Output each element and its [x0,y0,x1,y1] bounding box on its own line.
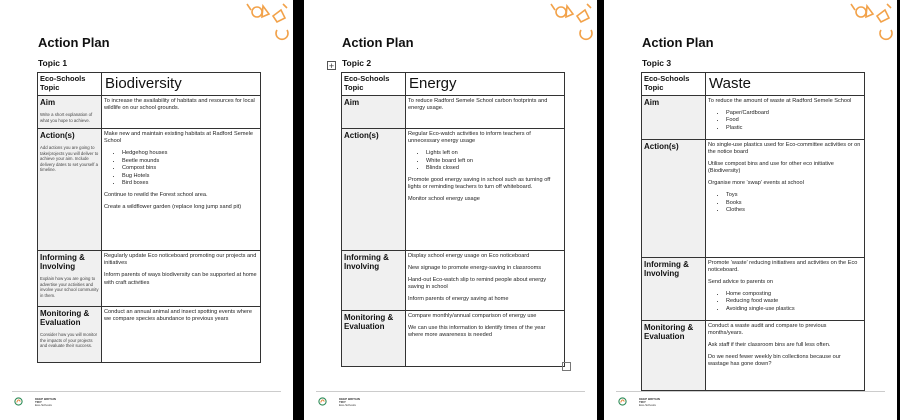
bullet-item: • Clothes [726,207,862,214]
topic-name-cell[interactable]: Waste [706,73,865,96]
footer-divider [316,391,585,392]
cell-paragraph: Promote ‘waste’ reducing initiatives and activities on the Eco noticeboard. [708,259,858,274]
cell-paragraph: No single-use plastics used for Eco-committee activities or on the notice board [708,141,861,156]
informing-label-cell: Informing & Involving [642,257,706,320]
cell-paragraph: Conduct a waste audit and compare to previous months/years. [708,322,827,336]
page-2 [304,0,597,420]
cell-paragraph: To reduce the amount of waste at Radford Semele School [708,98,852,104]
cell-bullet-list [408,150,562,172]
eco-decoration-icon [837,2,895,46]
cell-paragraph: Utilise compost bins and use for other eco initiative (Biodiversity) [708,160,834,175]
cell-paragraph: We can use this information to identify times of the year where more awareness is needed [408,324,546,339]
actions-label-cell: Action(s) [342,129,406,251]
aim-content-cell[interactable] [102,96,261,129]
eco-decoration-icon [537,2,595,46]
aim-label-cell: Aim [342,96,406,129]
cell-paragraph: Monitor school energy usage [408,196,480,203]
keep-britain-tidy-logo: KEEP BRITAIN TIDY Eco-Schools [639,397,660,408]
bullet-item: • Reducing food waste [726,298,862,305]
bullet-item: • White board left on [426,158,562,165]
bullet-item: • Blinds closed [426,165,562,172]
topic-name-cell[interactable]: Energy [406,73,565,96]
cell-paragraph: Conduct an annual animal and insect spotting events where we compare species abundance to previous years [104,309,253,323]
informing-label-cell: Informing & Involving Explain how you are going to advertise your activities and involve your school community in them. [38,251,102,307]
cell-paragraph: Regularly update Eco noticeboard promoting our projects and initiatives [104,253,257,267]
cell-paragraph: Ask staff if their classroom bins are full less often. [708,341,831,348]
topic-name-cell[interactable]: Biodiversity [102,73,261,96]
cell-paragraph: Make new and maintain existing habitats at Radford Semele School [104,131,253,145]
monitoring-label-cell: Monitoring & Evaluation [342,311,406,367]
cell-bullet-list [104,150,258,187]
cell-paragraph: Regular Eco-watch activities to inform teachers of unnecessary energy usage [408,131,531,145]
cell-paragraph: Inform parents of energy saving at home [408,296,509,303]
informing-content-cell[interactable] [102,251,261,307]
cell-paragraph: Do we need fewer weekly bin collections because our wastage has gone down? [708,353,841,368]
bullet-item: • Bug Hotels [122,173,258,180]
bullet-item: • Plastic [726,125,862,132]
page-title: Action Plan [38,35,110,50]
bullet-item: • Books [726,200,862,207]
actions-label-cell: Action(s) Add actions you are going to take/projects you will deliver to achieve your aim. Include delivery dates to set yourself a timeline. [38,129,102,251]
aim-label-cell: Aim Write a short explanation of what you hope to achieve. [38,96,102,129]
monitoring-content-cell[interactable] [102,307,261,363]
cell-paragraph: To increase the availability of habitats and resources for local wildlife on our school grounds. [104,98,255,112]
bullet-item: • Compost bins [122,165,258,172]
cell-paragraph: Create a wildflower garden (replace long jump sand pit) [104,203,242,210]
informing-label-cell: Informing & Involving [342,251,406,311]
cell-bullet-list [708,291,862,313]
bullet-item: • Toys [726,192,862,199]
cell-paragraph: Display school energy usage on Eco noticeboard [408,253,530,259]
page-title: Action Plan [342,35,414,50]
topic-label: Topic 2 [342,58,372,68]
aim-content-cell[interactable] [706,96,865,140]
eco-schools-logo-icon [14,397,23,406]
table-resize-handle[interactable] [562,362,571,371]
page-3 [604,0,897,420]
bullet-item: • Bird boxes [122,180,258,187]
bullet-item: • Home composting [726,291,862,298]
eco-schools-logo-icon [318,397,327,406]
cell-paragraph: New signage to promote energy-saving in classrooms [408,264,542,271]
actions-content-cell[interactable] [406,129,565,251]
bullet-item: • Avoiding single-use plastics [726,306,862,313]
monitoring-label-cell: Monitoring & Evaluation Consider how you will monitor the impacts of your projects and evaluate their success. [38,307,102,363]
cell-paragraph: Promote good energy saving in school such as turning off lights or reminding teachers to turn off whiteboard. [408,177,551,191]
monitoring-content-cell[interactable] [406,311,565,367]
informing-content-cell[interactable] [706,257,865,320]
header-label-cell: Eco-Schools Topic [342,73,406,96]
cell-paragraph: Send advice to parents on [708,278,773,285]
cell-paragraph: To reduce Radford Semele School carbon footprints and energy usage. [408,98,548,112]
actions-label-cell: Action(s) [642,139,706,257]
cell-bullet-list [708,110,862,132]
cell-bullet-list [708,192,862,214]
keep-britain-tidy-logo: KEEP BRITAIN TIDY Eco-Schools [35,397,56,408]
cell-paragraph: Hand-out Eco-watch slip to remind people about energy saving in school [408,276,547,291]
actions-content-cell[interactable] [102,129,261,251]
bullet-item: • Beetle mounds [122,158,258,165]
cell-paragraph: Inform parents of ways biodiversity can be supported at home with craft activities [104,272,257,286]
aim-content-cell[interactable] [406,96,565,129]
bullet-item: • Paper/Cardboard [726,110,862,117]
aim-label-cell: Aim [642,96,706,140]
footer-divider [616,391,885,392]
keep-britain-tidy-logo: KEEP BRITAIN TIDY Eco-Schools [339,397,360,408]
footer-divider [12,391,281,392]
action-plan-table [37,72,261,363]
eco-decoration-icon [233,2,291,46]
header-label-cell: Eco-Schools Topic [38,73,102,96]
cell-paragraph: Compare monthly/annual comparison of energy use [408,313,537,320]
page-title: Action Plan [642,35,714,50]
bullet-item: • Lights left on [426,150,562,157]
cell-paragraph: Continue to rewild the Forest school area. [104,191,208,198]
monitoring-content-cell[interactable] [706,320,865,390]
informing-content-cell[interactable] [406,251,565,311]
actions-content-cell[interactable] [706,139,865,257]
bullet-item: • Food [726,117,862,124]
action-plan-table [641,72,865,391]
topic-label: Topic 1 [38,58,68,68]
action-plan-table [341,72,565,367]
eco-schools-logo-icon [618,397,627,406]
header-label-cell: Eco-Schools Topic [642,73,706,96]
cell-paragraph: Organise more ‘swap’ events at school [708,180,804,187]
topic-label: Topic 3 [642,58,672,68]
bullet-item: • Hedgehog houses [122,150,258,157]
page-1 [0,0,293,420]
monitoring-label-cell: Monitoring & Evaluation [642,320,706,390]
table-move-handle-icon[interactable]: + [328,61,335,71]
